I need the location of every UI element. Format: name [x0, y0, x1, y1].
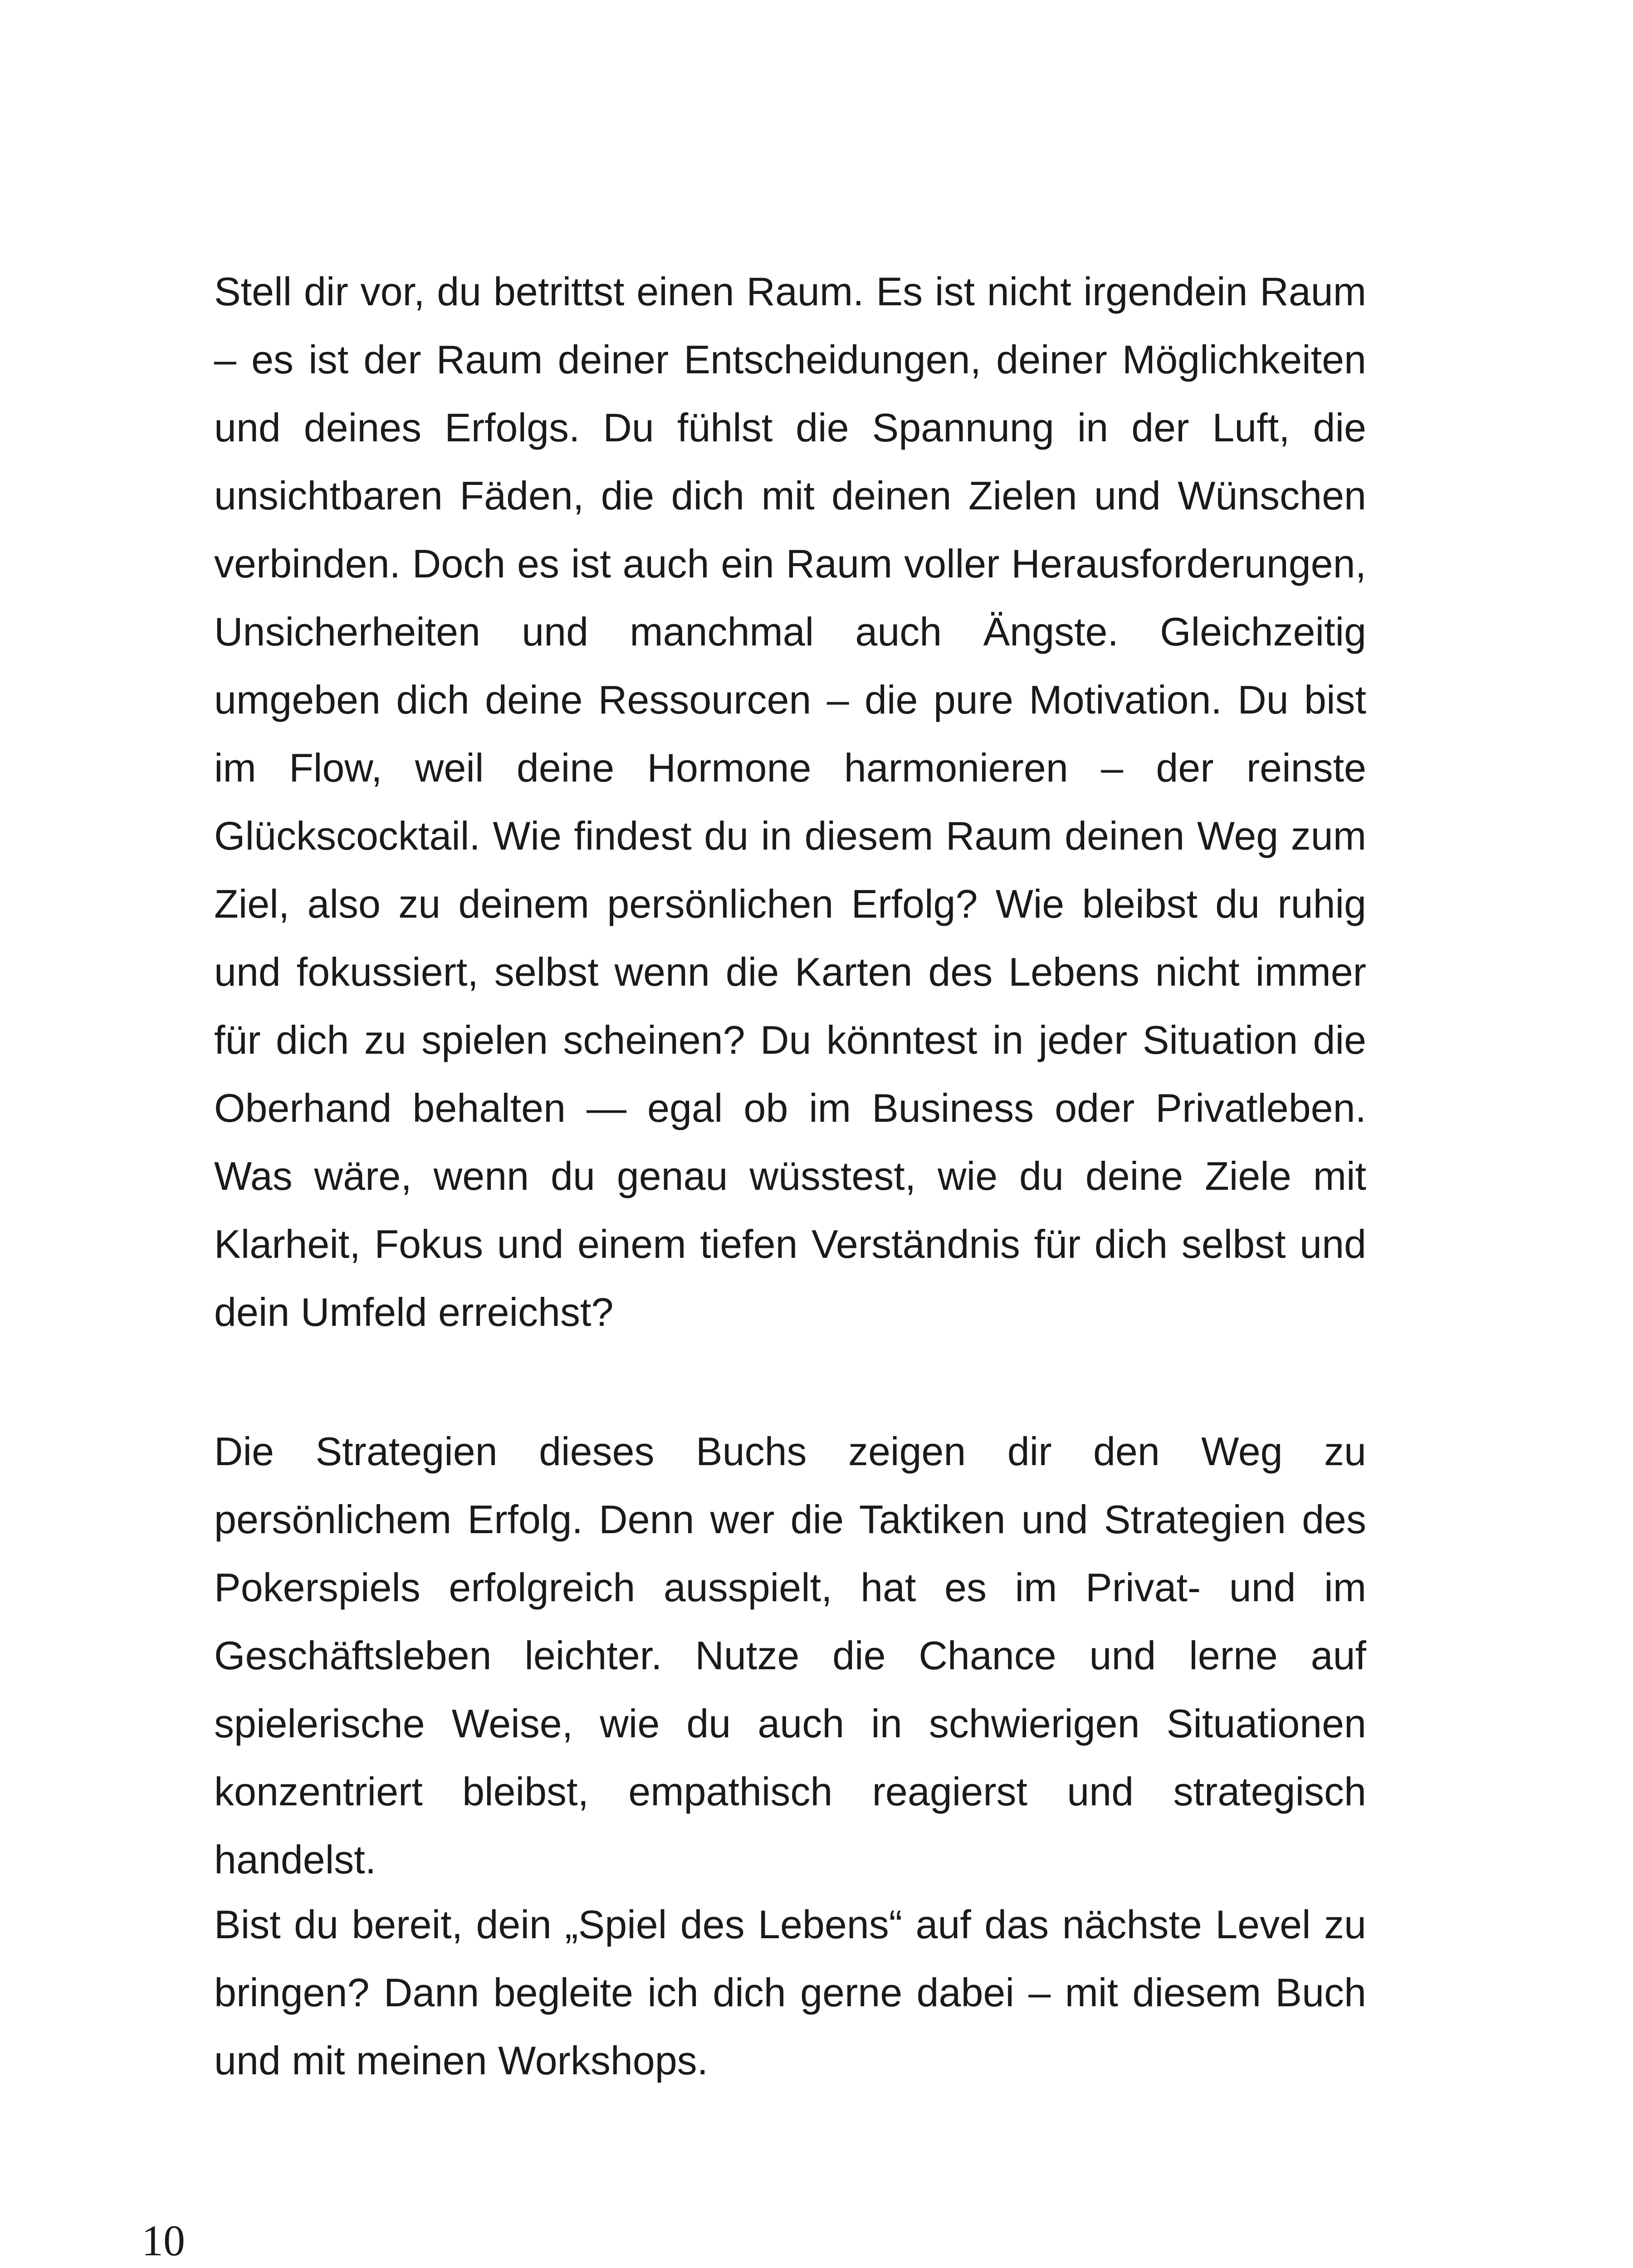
body-paragraph-strategies: Die Strategien dieses Buchs zeigen dir den Weg zu persönlichem Erfolg. Denn wer die Taktiken und Strategien des Pokerspiels erfolgreich ausspielt, hat es im Privat- und im Geschäftsleben leichter. Nutze die Chance und lerne auf spielerische Weise, wie du auch in schwierigen Situationen konzentriert bleibst, empathisch reagierst und strategisch handelst.: [214, 1429, 1366, 1882]
page-number: 10: [142, 2216, 185, 2265]
body-paragraph-invitation: Bist du bereit, dein „Spiel des Lebens“ auf das nächste Level zu bringen? Dann begleite ich dich gerne dabei – mit diesem Buch und mit meinen Workshops.: [214, 1902, 1366, 2083]
body-paragraph-intro: Stell dir vor, du betrittst einen Raum. Es ist nicht irgendein Raum – es ist der Raum deiner Entscheidungen, deiner Möglichkeiten und deines Erfolgs. Du fühlst die Spannung in der Luft, die unsichtbaren Fäden, die dich mit deinen Zielen und Wünschen verbinden. Doch es ist auch ein Raum voller Herausforderungen, Unsicherheiten und manchmal auch Ängste. Gleichzeitig umgeben dich deine Ressourcen – die pure Motivation. Du bist im Flow, weil deine Hormone harmonieren – der reinste Glückscocktail. Wie findest du in diesem Raum deinen Weg zum Ziel, also zu deinem persönlichen Erfolg? Wie bleibst du ruhig und fokussiert, selbst wenn die Karten des Lebens nicht immer für dich zu spielen scheinen? Du könntest in jeder Situation die Oberhand behalten — egal ob im Business oder Privatleben. Was wäre, wenn du genau wüsstest, wie du deine Ziele mit Klarheit, Fokus und einem tiefen Verständnis für dich selbst und dein Umfeld erreichst?: [214, 269, 1366, 1334]
